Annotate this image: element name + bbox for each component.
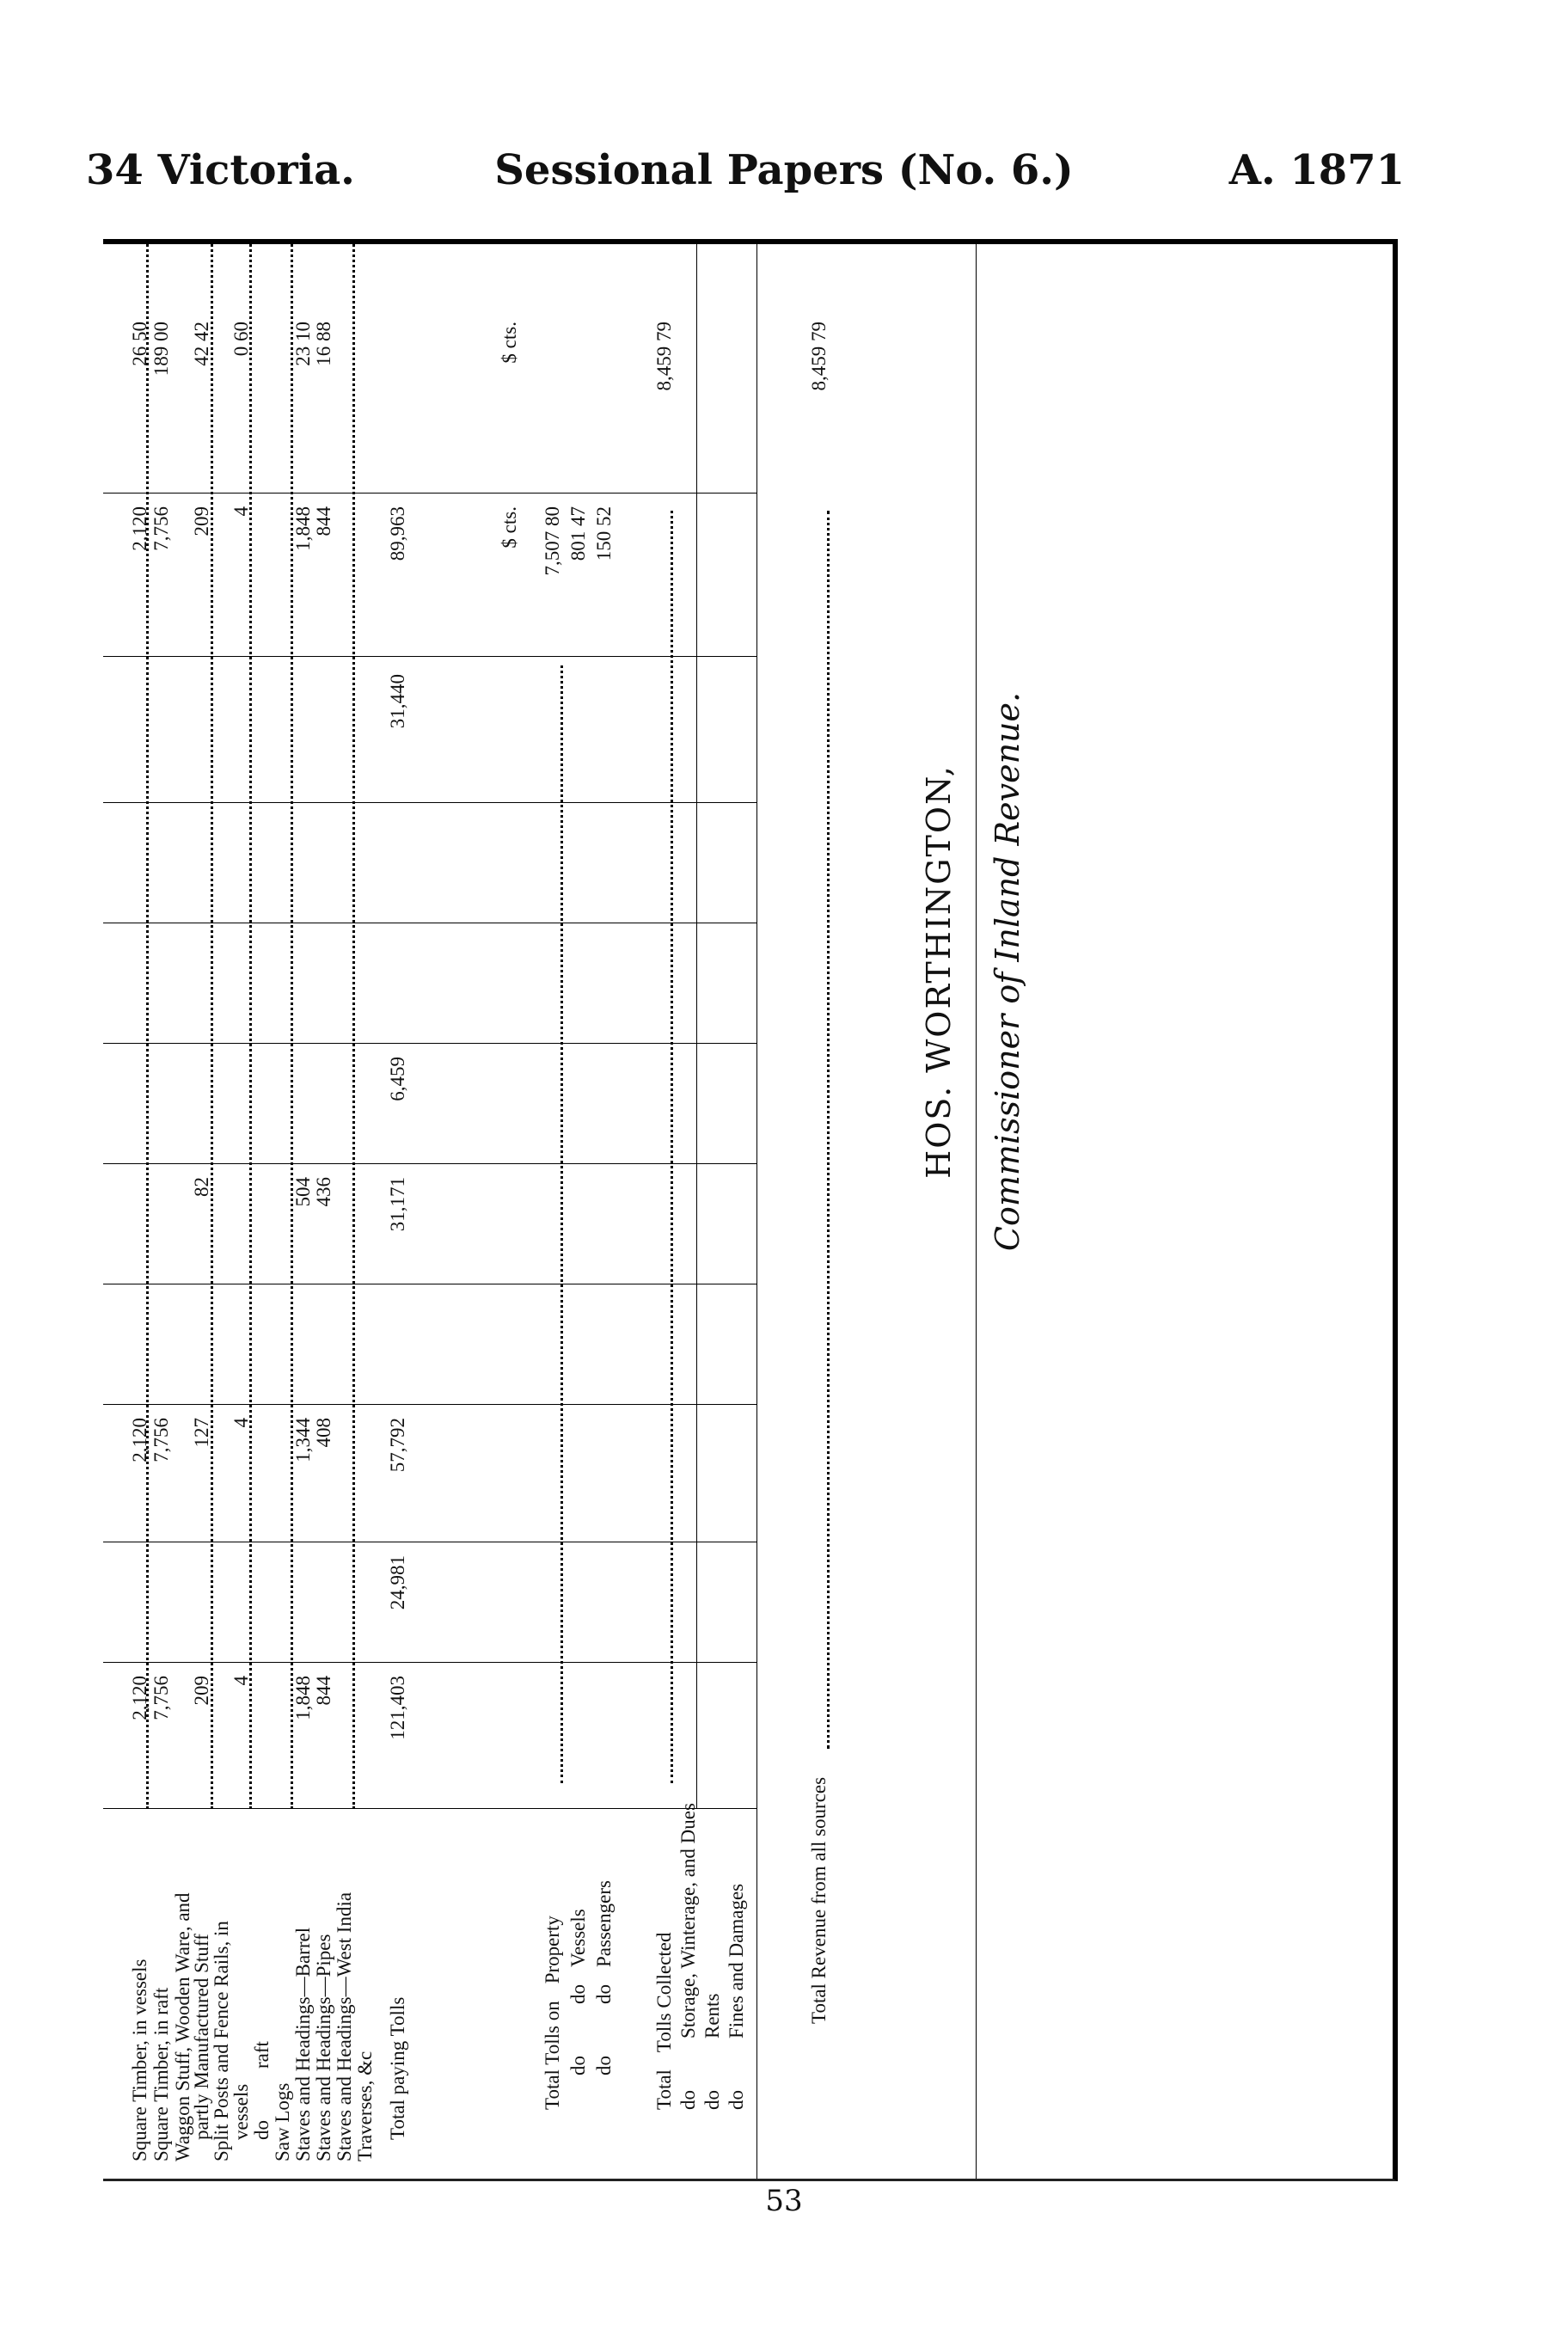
cell: 2,120: [129, 1418, 150, 1462]
dot-leader: [352, 244, 355, 1809]
table-bottom-rule: [756, 244, 757, 2179]
cell: 1,344: [292, 1418, 314, 1462]
col-divider: [103, 802, 756, 803]
row-label: doraft: [251, 2041, 273, 2140]
signature-title: Commissioner of Inland Revenue.: [989, 691, 1026, 1252]
row-label: Saw Logs: [272, 2082, 293, 2161]
total-rule: [696, 244, 697, 1809]
cell: 436: [313, 1177, 334, 1207]
row-label: Staves and Headings—Pipes: [313, 1934, 334, 2161]
summary-line: dodoVessels: [567, 1909, 589, 2075]
summary-line: doRents: [701, 1993, 723, 2110]
cell: 209: [191, 1676, 212, 1706]
cell: 42 42: [191, 322, 212, 366]
summary-line: dodoPassengers: [593, 1880, 615, 2075]
dot-leader: [146, 244, 149, 1809]
cell: 23 10: [292, 322, 314, 366]
cell: 7,756: [150, 1676, 172, 1720]
row-label-cont: vessels: [230, 2083, 252, 2140]
dot-leader: [291, 244, 293, 1809]
running-head-right: A. 1871: [1228, 146, 1405, 194]
cell: 1,848: [292, 506, 314, 551]
cell: 801 47: [567, 506, 589, 561]
cell: 57,792: [387, 1418, 408, 1473]
cell: 26 50: [129, 322, 150, 366]
cell: 7,756: [150, 506, 172, 551]
dot-leader: [827, 511, 830, 1749]
cell: 31,171: [387, 1177, 408, 1232]
cell: 82: [191, 1177, 212, 1197]
col-divider: [103, 1662, 756, 1663]
row-label: Staves and Headings—Barrel: [292, 1927, 314, 2161]
cell: 6,459: [387, 1057, 408, 1101]
currency-heading: $ cts.: [499, 506, 520, 549]
running-head-center: Sessional Papers (No. 6.): [494, 146, 1074, 194]
cell: 0 60: [230, 322, 252, 357]
cell: 408: [313, 1418, 334, 1448]
cell: 121,403: [387, 1676, 408, 1740]
total-label: Total paying Tolls: [387, 1996, 408, 2140]
cell: 844: [313, 506, 334, 536]
row-label: Square Timber, in vessels: [129, 1959, 150, 2161]
summary-bottom-rule: [976, 244, 977, 2179]
grand-total-label: Total Revenue from all sources: [808, 1776, 830, 2024]
cell: 2,120: [129, 1676, 150, 1720]
cell: 4: [230, 1418, 252, 1428]
cell: 16 88: [313, 322, 334, 366]
cell: 209: [191, 506, 212, 536]
cell: 1,848: [292, 1676, 314, 1720]
row-label-cont: partly Manufactured Stuff: [191, 1934, 212, 2140]
cell: 7,507 80: [542, 506, 563, 576]
cell: 4: [230, 506, 252, 517]
dot-leader: [249, 244, 252, 1809]
cell: 844: [313, 1676, 334, 1706]
signature-name: HOS. WORTHINGTON,: [920, 764, 958, 1179]
cell: 4: [230, 1676, 252, 1686]
row-label: Waggon Stuff, Wooden Ware, and: [172, 1892, 193, 2161]
col-divider: [103, 1404, 756, 1405]
summary-line: TotalTolls Collected: [653, 1932, 675, 2110]
summary-line: Total Tolls onProperty: [542, 1916, 563, 2110]
rotated-table: [103, 244, 1393, 2179]
dot-leader: [211, 244, 213, 1809]
currency-heading: $ cts.: [499, 322, 520, 364]
col-divider: [103, 1163, 756, 1164]
cell: 189 00: [150, 322, 172, 377]
cell: 8,459 79: [653, 322, 675, 391]
cell: 127: [191, 1418, 212, 1448]
cell: 8,459 79: [808, 322, 830, 391]
cell: 150 52: [593, 506, 615, 561]
col-divider: [103, 1043, 756, 1044]
cell: 24,981: [387, 1555, 408, 1610]
row-label: Staves and Headings—West India: [334, 1891, 355, 2161]
cell: 504: [292, 1177, 314, 1207]
dot-leader: [560, 665, 563, 1783]
summary-line: doStorage, Winterage, and Dues: [677, 1803, 699, 2110]
row-label: Traverses, &c: [354, 2051, 376, 2161]
row-label: Square Timber, in raft: [150, 1987, 172, 2161]
row-label: Split Posts and Fence Rails, in: [211, 1921, 232, 2161]
cell: 7,756: [150, 1418, 172, 1462]
cell: 89,963: [387, 506, 408, 561]
running-head-left: 34 Victoria.: [86, 146, 355, 194]
table-frame: [103, 239, 1398, 2181]
cell: 31,440: [387, 674, 408, 729]
dot-leader: [671, 511, 673, 1783]
page-number: 53: [765, 2184, 803, 2218]
summary-line: doFines and Damages: [726, 1883, 747, 2110]
cell: 2,120: [129, 506, 150, 551]
